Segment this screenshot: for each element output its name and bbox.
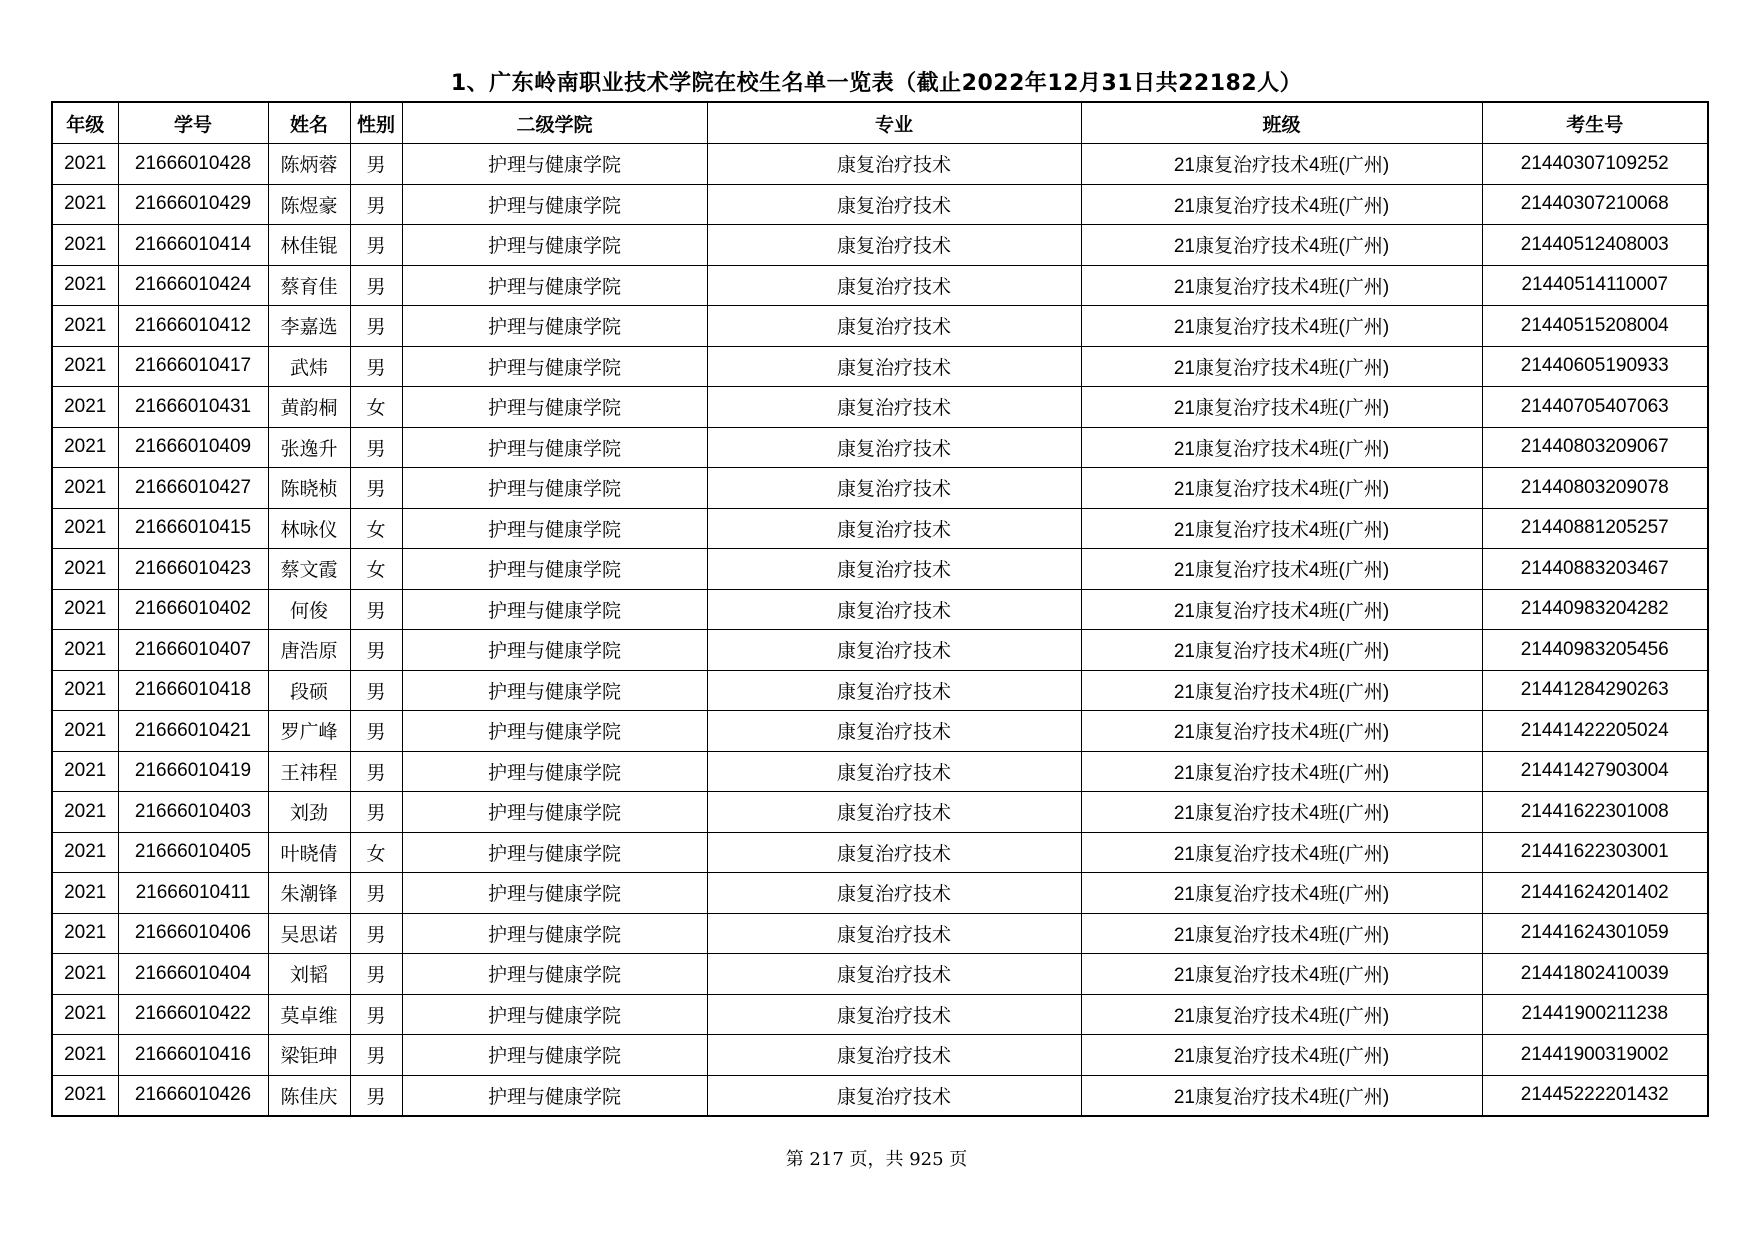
college-cell: 护理与健康学院 (402, 711, 707, 752)
class-cell: 21康复治疗技术4班(广州) (1081, 265, 1482, 306)
grade-cell: 2021 (52, 913, 118, 954)
name-cell: 蔡育佳 (268, 265, 350, 306)
major-cell: 康复治疗技术 (707, 184, 1081, 225)
col-header-class: 班级 (1081, 102, 1482, 144)
table-row (52, 508, 1708, 549)
college-cell: 护理与健康学院 (402, 144, 707, 185)
gender-cell: 男 (350, 1075, 402, 1116)
class-cell: 21康复治疗技术4班(广州) (1081, 225, 1482, 266)
grade-cell: 2021 (52, 751, 118, 792)
exam-number-cell: 21441802410039 (1482, 954, 1708, 995)
gender-cell: 男 (350, 954, 402, 995)
student-id-cell: 21666010421 (118, 711, 268, 752)
class-cell: 21康复治疗技术4班(广州) (1081, 792, 1482, 833)
major-cell: 康复治疗技术 (707, 427, 1081, 468)
name-cell: 吴思诺 (268, 913, 350, 954)
college-cell: 护理与健康学院 (402, 387, 707, 428)
grade-cell: 2021 (52, 954, 118, 995)
college-cell: 护理与健康学院 (402, 792, 707, 833)
student-id-cell: 21666010426 (118, 1075, 268, 1116)
col-header-student-id: 学号 (118, 102, 268, 144)
college-cell: 护理与健康学院 (402, 346, 707, 387)
class-cell: 21康复治疗技术4班(广州) (1081, 427, 1482, 468)
major-cell: 康复治疗技术 (707, 346, 1081, 387)
name-cell: 段硕 (268, 670, 350, 711)
exam-number-cell: 21440983204282 (1482, 589, 1708, 630)
name-cell: 唐浩原 (268, 630, 350, 671)
gender-cell: 男 (350, 346, 402, 387)
college-cell: 护理与健康学院 (402, 549, 707, 590)
grade-cell: 2021 (52, 630, 118, 671)
major-cell: 康复治疗技术 (707, 670, 1081, 711)
grade-cell: 2021 (52, 184, 118, 225)
major-cell: 康复治疗技术 (707, 468, 1081, 509)
class-cell: 21康复治疗技术4班(广州) (1081, 832, 1482, 873)
name-cell: 陈晓桢 (268, 468, 350, 509)
student-id-cell: 21666010405 (118, 832, 268, 873)
page-footer: 第 217 页，共 925 页 (785, 1149, 968, 1170)
student-id-cell: 21666010406 (118, 913, 268, 954)
grade-cell: 2021 (52, 1075, 118, 1116)
major-cell: 康复治疗技术 (707, 1035, 1081, 1076)
table-row (52, 346, 1708, 387)
class-cell: 21康复治疗技术4班(广州) (1081, 184, 1482, 225)
gender-cell: 男 (350, 225, 402, 266)
class-cell: 21康复治疗技术4班(广州) (1081, 751, 1482, 792)
grade-cell: 2021 (52, 670, 118, 711)
major-cell: 康复治疗技术 (707, 751, 1081, 792)
student-roster-table (51, 101, 1709, 1117)
name-cell: 林咏仪 (268, 508, 350, 549)
gender-cell: 男 (350, 792, 402, 833)
grade-cell: 2021 (52, 832, 118, 873)
gender-cell: 女 (350, 549, 402, 590)
name-cell: 蔡文霞 (268, 549, 350, 590)
gender-cell: 男 (350, 1035, 402, 1076)
table-body (52, 144, 1708, 1117)
college-cell: 护理与健康学院 (402, 994, 707, 1035)
college-cell: 护理与健康学院 (402, 427, 707, 468)
gender-cell: 男 (350, 184, 402, 225)
class-cell: 21康复治疗技术4班(广州) (1081, 873, 1482, 914)
name-cell: 王祎程 (268, 751, 350, 792)
table-row (52, 549, 1708, 590)
student-id-cell: 21666010417 (118, 346, 268, 387)
grade-cell: 2021 (52, 792, 118, 833)
grade-cell: 2021 (52, 427, 118, 468)
gender-cell: 女 (350, 832, 402, 873)
name-cell: 叶晓倩 (268, 832, 350, 873)
exam-number-cell: 21440883203467 (1482, 549, 1708, 590)
grade-cell: 2021 (52, 994, 118, 1035)
exam-number-cell: 21440983205456 (1482, 630, 1708, 671)
class-cell: 21康复治疗技术4班(广州) (1081, 144, 1482, 185)
col-header-major: 专业 (707, 102, 1081, 144)
student-id-cell: 21666010414 (118, 225, 268, 266)
header-row (52, 102, 1708, 144)
name-cell: 朱潮锋 (268, 873, 350, 914)
exam-number-cell: 21440881205257 (1482, 508, 1708, 549)
gender-cell: 男 (350, 913, 402, 954)
major-cell: 康复治疗技术 (707, 1075, 1081, 1116)
grade-cell: 2021 (52, 144, 118, 185)
college-cell: 护理与健康学院 (402, 306, 707, 347)
table-row (52, 265, 1708, 306)
exam-number-cell: 21440307109252 (1482, 144, 1708, 185)
exam-number-cell: 21440307210068 (1482, 184, 1708, 225)
college-cell: 护理与健康学院 (402, 954, 707, 995)
college-cell: 护理与健康学院 (402, 508, 707, 549)
name-cell: 李嘉选 (268, 306, 350, 347)
table-row (52, 670, 1708, 711)
class-cell: 21康复治疗技术4班(广州) (1081, 387, 1482, 428)
name-cell: 陈佳庆 (268, 1075, 350, 1116)
name-cell: 陈炳蓉 (268, 144, 350, 185)
gender-cell: 女 (350, 508, 402, 549)
col-header-grade: 年级 (52, 102, 118, 144)
class-cell: 21康复治疗技术4班(广州) (1081, 711, 1482, 752)
gender-cell: 男 (350, 751, 402, 792)
college-cell: 护理与健康学院 (402, 873, 707, 914)
name-cell: 刘劲 (268, 792, 350, 833)
class-cell: 21康复治疗技术4班(广州) (1081, 630, 1482, 671)
exam-number-cell: 21441622303001 (1482, 832, 1708, 873)
gender-cell: 男 (350, 306, 402, 347)
table-row (52, 832, 1708, 873)
college-cell: 护理与健康学院 (402, 832, 707, 873)
student-id-cell: 21666010402 (118, 589, 268, 630)
class-cell: 21康复治疗技术4班(广州) (1081, 670, 1482, 711)
name-cell: 何俊 (268, 589, 350, 630)
college-cell: 护理与健康学院 (402, 184, 707, 225)
student-id-cell: 21666010403 (118, 792, 268, 833)
major-cell: 康复治疗技术 (707, 225, 1081, 266)
exam-number-cell: 21440705407063 (1482, 387, 1708, 428)
name-cell: 林佳锟 (268, 225, 350, 266)
class-cell: 21康复治疗技术4班(广州) (1081, 346, 1482, 387)
major-cell: 康复治疗技术 (707, 387, 1081, 428)
student-id-cell: 21666010407 (118, 630, 268, 671)
major-cell: 康复治疗技术 (707, 508, 1081, 549)
college-cell: 护理与健康学院 (402, 1075, 707, 1116)
student-id-cell: 21666010418 (118, 670, 268, 711)
major-cell: 康复治疗技术 (707, 913, 1081, 954)
class-cell: 21康复治疗技术4班(广州) (1081, 468, 1482, 509)
exam-number-cell: 21441284290263 (1482, 670, 1708, 711)
major-cell: 康复治疗技术 (707, 954, 1081, 995)
table-row (52, 427, 1708, 468)
exam-number-cell: 21440512408003 (1482, 225, 1708, 266)
student-id-cell: 21666010415 (118, 508, 268, 549)
college-cell: 护理与健康学院 (402, 1035, 707, 1076)
table-row (52, 184, 1708, 225)
name-cell: 刘韬 (268, 954, 350, 995)
student-id-cell: 21666010409 (118, 427, 268, 468)
grade-cell: 2021 (52, 549, 118, 590)
class-cell: 21康复治疗技术4班(广州) (1081, 549, 1482, 590)
col-header-exam-number: 考生号 (1482, 102, 1708, 144)
table-row (52, 468, 1708, 509)
gender-cell: 男 (350, 427, 402, 468)
gender-cell: 男 (350, 144, 402, 185)
table-row (52, 792, 1708, 833)
name-cell: 张逸升 (268, 427, 350, 468)
table-row (52, 994, 1708, 1035)
gender-cell: 男 (350, 711, 402, 752)
gender-cell: 女 (350, 387, 402, 428)
grade-cell: 2021 (52, 1035, 118, 1076)
grade-cell: 2021 (52, 508, 118, 549)
major-cell: 康复治疗技术 (707, 994, 1081, 1035)
class-cell: 21康复治疗技术4班(广州) (1081, 913, 1482, 954)
college-cell: 护理与健康学院 (402, 589, 707, 630)
grade-cell: 2021 (52, 873, 118, 914)
grade-cell: 2021 (52, 306, 118, 347)
name-cell: 武炜 (268, 346, 350, 387)
table-row (52, 751, 1708, 792)
major-cell: 康复治疗技术 (707, 873, 1081, 914)
table-row (52, 1035, 1708, 1076)
major-cell: 康复治疗技术 (707, 832, 1081, 873)
document-title: 1、广东岭南职业技术学院在校生名单一览表（截止2022年12月31日共22182人） (450, 71, 1303, 96)
student-id-cell: 21666010423 (118, 549, 268, 590)
table-row (52, 225, 1708, 266)
exam-number-cell: 21441624301059 (1482, 913, 1708, 954)
exam-number-cell: 21440605190933 (1482, 346, 1708, 387)
table-row (52, 306, 1708, 347)
major-cell: 康复治疗技术 (707, 711, 1081, 752)
class-cell: 21康复治疗技术4班(广州) (1081, 306, 1482, 347)
student-id-cell: 21666010419 (118, 751, 268, 792)
table-row (52, 589, 1708, 630)
student-id-cell: 21666010424 (118, 265, 268, 306)
major-cell: 康复治疗技术 (707, 792, 1081, 833)
student-id-cell: 21666010404 (118, 954, 268, 995)
class-cell: 21康复治疗技术4班(广州) (1081, 589, 1482, 630)
gender-cell: 男 (350, 589, 402, 630)
student-id-cell: 21666010416 (118, 1035, 268, 1076)
major-cell: 康复治疗技术 (707, 306, 1081, 347)
col-header-gender: 性别 (350, 102, 402, 144)
exam-number-cell: 21440515208004 (1482, 306, 1708, 347)
grade-cell: 2021 (52, 387, 118, 428)
class-cell: 21康复治疗技术4班(广州) (1081, 1035, 1482, 1076)
major-cell: 康复治疗技术 (707, 144, 1081, 185)
student-id-cell: 21666010412 (118, 306, 268, 347)
name-cell: 陈煜豪 (268, 184, 350, 225)
grade-cell: 2021 (52, 265, 118, 306)
major-cell: 康复治疗技术 (707, 630, 1081, 671)
table-row (52, 1075, 1708, 1116)
exam-number-cell: 21440803209067 (1482, 427, 1708, 468)
name-cell: 梁钜珅 (268, 1035, 350, 1076)
major-cell: 康复治疗技术 (707, 265, 1081, 306)
college-cell: 护理与健康学院 (402, 225, 707, 266)
exam-number-cell: 21441900319002 (1482, 1035, 1708, 1076)
major-cell: 康复治疗技术 (707, 589, 1081, 630)
grade-cell: 2021 (52, 468, 118, 509)
exam-number-cell: 21441622301008 (1482, 792, 1708, 833)
college-cell: 护理与健康学院 (402, 265, 707, 306)
table-row (52, 144, 1708, 185)
class-cell: 21康复治疗技术4班(广州) (1081, 994, 1482, 1035)
college-cell: 护理与健康学院 (402, 670, 707, 711)
exam-number-cell: 21445222201432 (1482, 1075, 1708, 1116)
name-cell: 罗广峰 (268, 711, 350, 752)
name-cell: 莫卓维 (268, 994, 350, 1035)
grade-cell: 2021 (52, 346, 118, 387)
gender-cell: 男 (350, 265, 402, 306)
table-row (52, 954, 1708, 995)
student-id-cell: 21666010429 (118, 184, 268, 225)
table-row (52, 873, 1708, 914)
class-cell: 21康复治疗技术4班(广州) (1081, 954, 1482, 995)
college-cell: 护理与健康学院 (402, 468, 707, 509)
exam-number-cell: 21441422205024 (1482, 711, 1708, 752)
gender-cell: 男 (350, 630, 402, 671)
student-id-cell: 21666010422 (118, 994, 268, 1035)
student-id-cell: 21666010428 (118, 144, 268, 185)
table-row (52, 913, 1708, 954)
grade-cell: 2021 (52, 711, 118, 752)
gender-cell: 男 (350, 873, 402, 914)
major-cell: 康复治疗技术 (707, 549, 1081, 590)
exam-number-cell: 21441427903004 (1482, 751, 1708, 792)
gender-cell: 男 (350, 670, 402, 711)
student-id-cell: 21666010411 (118, 873, 268, 914)
grade-cell: 2021 (52, 589, 118, 630)
table-row (52, 630, 1708, 671)
exam-number-cell: 21441900211238 (1482, 994, 1708, 1035)
exam-number-cell: 21440514110007 (1482, 265, 1708, 306)
student-id-cell: 21666010427 (118, 468, 268, 509)
class-cell: 21康复治疗技术4班(广州) (1081, 1075, 1482, 1116)
col-header-college: 二级学院 (402, 102, 707, 144)
college-cell: 护理与健康学院 (402, 630, 707, 671)
table-row (52, 711, 1708, 752)
exam-number-cell: 21441624201402 (1482, 873, 1708, 914)
student-id-cell: 21666010431 (118, 387, 268, 428)
col-header-name: 姓名 (268, 102, 350, 144)
name-cell: 黄韵桐 (268, 387, 350, 428)
class-cell: 21康复治疗技术4班(广州) (1081, 508, 1482, 549)
gender-cell: 男 (350, 994, 402, 1035)
grade-cell: 2021 (52, 225, 118, 266)
exam-number-cell: 21440803209078 (1482, 468, 1708, 509)
college-cell: 护理与健康学院 (402, 751, 707, 792)
college-cell: 护理与健康学院 (402, 913, 707, 954)
gender-cell: 男 (350, 468, 402, 509)
table-row (52, 387, 1708, 428)
